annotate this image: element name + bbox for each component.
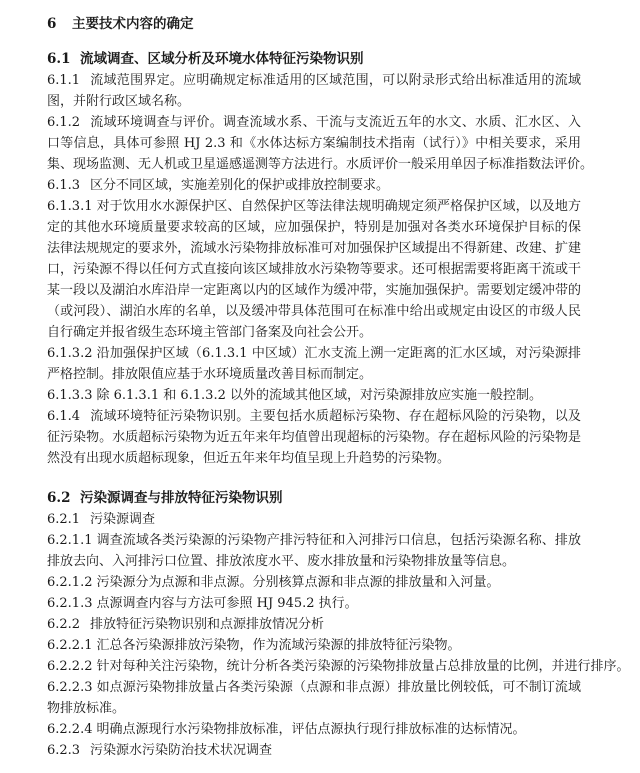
text-line [47,740,581,761]
clause-text: 污染源水污染防治技术状况调查 [90,743,273,758]
text-line [47,530,581,551]
clause-text: 某一段以及湖泊水库沿岸一定距离以内的区域作为缓冲带，实施加强保护。需要划定缓冲带的 [47,283,581,298]
clause-text: 严格控制。排放限值应基于水环境质量改善目标而制定。 [47,367,373,382]
section-number: 6.2 [47,490,71,506]
text-line [47,322,581,343]
clause-text: 自行确定并报省级生态环境主管部门备案及向社会公开。 [47,325,373,340]
document-page [47,14,630,761]
clause-6-2-1-2 [47,572,581,593]
text-line [47,406,581,427]
text-line [47,635,581,656]
text-line [47,154,594,175]
clause-number: 6.2.2 [47,617,81,632]
section-heading-6-2 [47,488,581,509]
clause-6-2-2-3 [47,677,581,719]
text-line [47,551,581,572]
clause-number: 6.2.1 [47,512,81,527]
section-6-1-body [47,70,594,469]
text-line [47,259,581,280]
clause-number: 6.1.3.3 [47,388,93,403]
clause-text: 针对每种关注污染物，统计分析各类污染源的污染物排放量占总排放量的比例，并进行排序。 [96,659,630,674]
clause-text: 然没有出现水质超标现象，但近五年来年均值呈现上升趋势的污染物。 [47,451,451,466]
clause-text: 征污染物。水质超标污染物为近五年来年均值曾出现超标的污染物。存在超标风险的污染物是 [47,430,581,445]
section-title: 污染源调查与排放特征污染物识别 [80,490,283,506]
section-heading-6-1 [47,49,581,70]
text-line [47,427,581,448]
clause-text: 污染源调查 [90,512,156,527]
clause-number: 6.2.2.3 [47,680,93,695]
clause-number: 6.1.3 [47,178,81,193]
clause-6-2-1 [47,509,581,530]
clause-text: 对于饮用水水源保护区、自然保护区等法律法规明确规定须严格保护区域，以及地方 [96,199,581,214]
clause-number: 6.2.3 [47,743,81,758]
clause-number: 6.1.4 [47,409,81,424]
clause-6-1-3-3 [47,385,581,406]
clause-text: 除 6.1.3.1 和 6.1.3.2 以外的流域其他区域，对污染源排放应实施一般控制。 [96,388,542,403]
section-number: 6 [47,16,57,32]
clause-6-1-4 [47,406,581,469]
clause-text: 口，污染源不得以任何方式直接向该区域排放水污染物等要求。还可根据需要将距离干流或干 [47,262,581,277]
clause-text: 汇总各污染源排放污染物，作为流域污染源的排放特征污染物。 [96,638,461,653]
clause-text: 明确点源现行水污染物排放标准，评估点源执行现行排放标准的达标情况。 [96,722,526,737]
clause-text: 集、现场监测、无人机或卫星遥感遥测等方法进行。水质评价一般采用单因子标准指数法评价。 [47,157,594,172]
clause-text: 调查流域各类污染源的污染物产排污特征和入河排污口信息，包括污染源名称、排放 [96,533,581,548]
clause-text: （或河段）、湖泊水库的名单，以及缓冲带具体范围可在标准中给出或规定由设区的市级人民 [47,304,581,319]
clause-number: 6.1.2 [47,115,81,130]
clause-6-1-3 [47,175,581,196]
clause-number: 6.2.1.1 [47,533,93,548]
clause-number: 6.1.1 [47,73,81,88]
clause-6-2-1-1 [47,530,581,572]
clause-text: 流域范围界定。应明确规定标准适用的区域范围，可以附录形式给出标准适用的流域 [90,73,581,88]
text-line [47,677,581,698]
text-line [47,593,581,614]
text-line [47,217,581,238]
clause-text: 口等信息，具体可参照 HJ 2.3 和《水体达标方案编制技术指南（试行）》中相关要求，采用 [47,136,581,151]
text-line [47,196,581,217]
section-6-2-body [47,509,630,761]
text-line [47,280,581,301]
text-line [47,112,581,133]
clause-6-2-3 [47,740,581,761]
clause-text: 法律法规规定的要求外，流域水污染物排放标准可对加强保护区域提出不得新建、改建、扩建 [47,241,581,256]
text-line [47,614,581,635]
text-line [47,572,581,593]
clause-text: 污染源分为点源和非点源。分别核算点源和非点源的排放量和入河量。 [96,575,500,590]
clause-6-2-2-2 [47,656,630,677]
clause-6-2-2-4 [47,719,581,740]
clause-6-1-1 [47,70,581,112]
clause-text: 物排放标准。 [47,701,126,716]
clause-text: 流域环境特征污染物识别。主要包括水质超标污染物、存在超标风险的污染物，以及 [90,409,581,424]
clause-number: 6.2.1.3 [47,596,93,611]
clause-6-1-3-2 [47,343,581,385]
text-line [47,509,581,530]
clause-number: 6.2.2.1 [47,638,93,653]
clause-text: 区分不同区域，实施差别化的保护或排放控制要求。 [90,178,390,193]
text-line [47,364,581,385]
section-title: 主要技术内容的确定 [72,16,194,32]
clause-6-1-2 [47,112,594,175]
clause-6-2-2 [47,614,581,635]
text-line [47,448,581,469]
clause-text: 点源调查内容与方法可参照 HJ 945.2 执行。 [96,596,358,611]
clause-number: 6.2.2.4 [47,722,93,737]
clause-6-2-1-3 [47,593,581,614]
clause-text: 排放特征污染物识别和点源排放情况分析 [90,617,325,632]
text-line [47,175,581,196]
section-number: 6.1 [47,51,71,67]
clause-number: 6.2.1.2 [47,575,93,590]
text-line [47,698,581,719]
clause-text: 如点源污染物排放量占各类污染源（点源和非点源）排放量比例较低，可不制订流域 [96,680,581,695]
clause-text: 流域环境调查与评价。调查流域水系、干流与支流近五年的水文、水质、汇水区、入 [90,115,581,130]
text-line [47,133,581,154]
clause-number: 6.1.3.1 [47,199,93,214]
clause-text: 定的其他水环境质量要求较高的区域，应加强保护，特别是加强对各类水环境保护目标的保 [47,220,581,235]
text-line [47,301,581,322]
clause-6-1-3-1 [47,196,581,343]
text-line [47,343,581,364]
clause-6-2-2-1 [47,635,581,656]
clause-text: 排放去向、入河排污口位置、排放浓度水平、废水排放量和污染物排放量等信息。 [47,554,516,569]
clause-number: 6.2.2.2 [47,659,93,674]
clause-text: 沿加强保护区域（6.1.3.1 中区域）汇水支流上溯一定距离的汇水区域，对污染源排 [96,346,581,361]
text-line [47,70,581,91]
text-line [47,91,581,112]
section-title: 流域调查、区域分析及环境水体特征污染物识别 [80,51,364,67]
text-line [47,656,630,677]
section-heading-6 [47,14,581,35]
text-line [47,238,581,259]
text-line [47,719,581,740]
clause-text: 图，并附行政区域名称。 [47,94,191,109]
clause-number: 6.1.3.2 [47,346,93,361]
text-line [47,385,581,406]
